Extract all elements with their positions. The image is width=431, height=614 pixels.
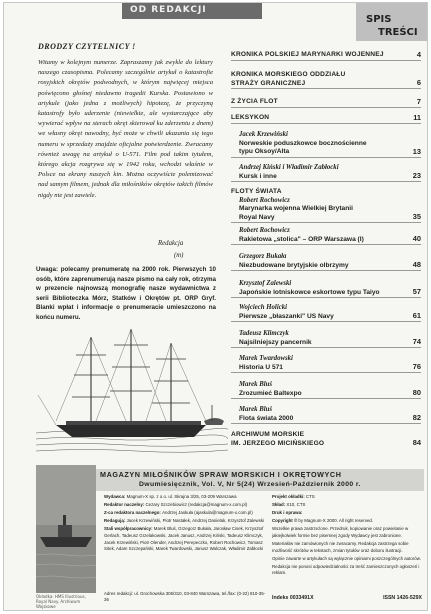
- imprint-label: Druk i oprawa:: [272, 510, 303, 516]
- imprint-item: [272, 541, 422, 554]
- toc-section: ARCHIWUM MORSKIE: [231, 431, 305, 438]
- imprint-right-column: [272, 494, 422, 579]
- toc-entry: [231, 381, 421, 399]
- toc-section: STRAŻY GRANICZNEJ: [231, 79, 306, 87]
- toc-entry: [231, 227, 421, 245]
- imprint-item: [104, 526, 268, 552]
- imprint-label: Z-ca redaktora naczelnego:: [104, 510, 163, 516]
- imprint-item: [272, 494, 422, 501]
- cover-caption: Okładka: HMS Illustrious, Royal Navy. Archiwum Wojskowe: [36, 594, 86, 609]
- subscription-notice: Uwaga: polecamy prenumeratę na 2000 rok. Pierwszych 10 osób, które zaprenumerują nasze pismo na cały rok, otrzyma w prezencie najnowszą monografię nasze wydawnictwa z serii Biblioteczka Mórz, Statków i Okrętów pt. ORP Gryf. Blanki wpłat i informacje o prenumeracie umieszczono na końcu numeru.: [36, 266, 216, 321]
- editorial-header-tab: [122, 3, 262, 19]
- imprint-text: X10, CTS: [286, 502, 306, 508]
- imprint-item: [104, 518, 268, 525]
- toc-page-number: 6: [416, 78, 421, 88]
- toc-page-number: 48: [412, 260, 421, 270]
- toc-page-number: 61: [412, 311, 421, 321]
- toc-entry: [231, 431, 421, 448]
- toc-author: Marek Bluś: [239, 381, 273, 388]
- toc-page-number: 76: [412, 362, 421, 372]
- imprint-label: Skład:: [272, 502, 287, 508]
- toc-title: Marynarka wojenna Wielkiej Brytanii: [239, 205, 353, 213]
- imprint-item: [272, 510, 422, 517]
- toc-entry: [231, 164, 421, 182]
- toc-entry: [231, 51, 421, 61]
- toc-page-number: 57: [412, 287, 421, 297]
- toc-entry: [231, 330, 421, 348]
- toc-page-number: 84: [412, 438, 421, 448]
- index-number: Indeks 0033491X: [272, 595, 314, 601]
- toc-title: Historia U 571: [239, 363, 283, 371]
- imprint-label: Copyright ©: [272, 518, 299, 524]
- toc-section: LEKSYKON: [231, 114, 270, 121]
- imprint-label: Projekt okładki:: [272, 494, 306, 499]
- toc-page-number: 7: [416, 96, 421, 106]
- imprint-label: Stali współpracownicy:: [104, 526, 154, 532]
- imprint-text: by Magnum-X 2000. All right reserved.: [298, 518, 374, 524]
- imprint-label: Wydawca:: [104, 494, 127, 499]
- toc-author: Wojciech Holicki: [239, 304, 288, 311]
- imprint-label: Redaktor naczelny:: [104, 502, 146, 508]
- imprint-text: Opinie zawarte w artykułach są wyłącznie opiniami poszczególnych autorów.: [272, 555, 421, 561]
- masthead-subtitle: Dwumiesięcznik, Vol. V, Nr 5(24) Wrzesień-Październik 2000 r.: [139, 481, 361, 488]
- editorial-address: Adres redakcji: ul. Grochowska 306/310, 03-840 Warszawa, tel./fax: (0-22) 810-35-36: [104, 591, 266, 603]
- toc-page-number: 11: [413, 112, 421, 122]
- toc-section: KRONIKA POLSKIEJ MARYNARKI WOJENNEJ: [231, 51, 384, 58]
- toc-entry: [231, 355, 421, 373]
- cover-thumbnail: [36, 465, 96, 593]
- toc-page-number: 40: [412, 234, 421, 244]
- editorial-header-label: OD REDAKCJI: [130, 5, 207, 15]
- toc-author: Andrzej Kiński i Władimir Zabłocki: [239, 164, 339, 171]
- toc-title: Norweskie poduszkowce bocznościenne: [239, 139, 367, 147]
- imprint-item: [272, 564, 422, 577]
- toc-section: IM. JERZEGO MICIŃSKIEGO: [231, 439, 325, 447]
- toc-title: Royal Navy: [239, 213, 275, 221]
- toc-entry: [231, 114, 421, 124]
- toc-page-number: 13: [412, 146, 421, 156]
- imprint-text: Materiałów nie zamówionych nie zwracamy. Redakcja zastrzega sobie możliwość skrótów w tekstach, zmian tytułów oraz doboru ilustracji.: [272, 541, 409, 553]
- imprint-item: [272, 502, 422, 509]
- toc-author: Marek Bluś: [239, 406, 273, 413]
- editorial-signature: Redakcja: [158, 240, 184, 247]
- editorial-signature-initial: (m): [174, 252, 184, 259]
- toc-title: Zrozumieć Baltexpo: [239, 389, 302, 397]
- toc-title: Flota świata 2000: [239, 414, 294, 422]
- toc-page-number: 23: [412, 171, 421, 181]
- index-issn-line: [272, 595, 422, 601]
- toc-title: typu Oksoy/Alta: [239, 148, 290, 156]
- contents-header-tab: [356, 3, 428, 41]
- toc-page-number: 80: [412, 388, 421, 398]
- toc-title: Niezbudowane brytyjskie olbrzymy: [239, 261, 349, 269]
- toc-title: Rakietowa „stolica" – ORP Warszawa (I): [239, 235, 364, 243]
- imprint-item: [272, 518, 422, 525]
- toc-page-number: 74: [412, 337, 421, 347]
- toc-title: Pierwsze „błaszanki" US Navy: [239, 312, 334, 320]
- toc-entry: [231, 188, 421, 223]
- toc-entry: [231, 71, 421, 89]
- editorial-title: DRODZY CZYTELNICY !: [38, 42, 136, 51]
- imprint-text: Marek Bluś, Grzegorz Bukała, Jarosław Cisek, Krzysztof Gerlach, Tadeusz Grzelakowski, Jacek Janusz, Andrzej Kiński, Tadeusz Klimczyk, Jacek Krzewiński, Piotr Olender, Andrzej Perepeczko, Robert Rochowicz, Tomasz Sitek, Adam Szczepański, Marek Twardowski, Janusz Walczak, Władimir Zabłocki: [104, 526, 264, 552]
- toc-entry: [231, 280, 421, 298]
- imprint-text: Redakcja nie ponosi odpowiedzialności za treść zamieszczonych ogłoszeń i reklam.: [272, 563, 420, 576]
- toc-entry: [231, 406, 421, 424]
- issn-number: ISSN 1426-529X: [383, 595, 422, 601]
- imprint-text: Wszelkie prawa zastrzeżone. Przedruk, kopiowanie oraz powielanie w jakiejkolwiek formie bez pisemnej zgody Wydawcy jest zabronione.: [272, 526, 409, 538]
- imprint-item: [272, 526, 422, 539]
- imprint-item: [104, 494, 268, 501]
- editorial-body: Witamy w kolejnym numerze. Zapraszamy jak zwykle do lektury naszego czasopisma. Polecamy szczególnie artykuł o katastrofie rosyjskich okrętów podwodnych, w którym najwięcej miejsca poświęcono głośnej niedawno tragedii Kurska. Postawiono w artykule (jako jedna z możliwych) hipotezę, że przyczyną katastrofy było uderzenie (niewielkie, ale wystarczające aby wywierać wpływ na sterach okręt skierował ku zderzeniu z dnem) we własny okręt nawodny, być może w chwili ukazania się tego numeru w sprzedaży znajdzie oficjalne potwierdzenie. Zwracamy również uwagę na artykuł o U-571. Film pod takim tytułem, którego akcja rozgrywa się w 1942 roku, wchodzi właśnie w Polsce na ekrany naszych kin. Można oczywiście polemizować nad samym filmem, jednak dla miłośników okrętów takich filmów nigdy nie jest zawiele.: [38, 59, 213, 199]
- toc-page-number: 35: [412, 212, 421, 222]
- imprint-text: Jacek Krzewiński, Piotr Nastałek, Andrzej Danielak, Krzysztof Zalewski: [126, 518, 265, 524]
- toc-author: Marek Twardowski: [239, 355, 293, 362]
- imprint-text: Andrzej Jaskuła (ajaskula@magnum-x.com.pl): [162, 510, 253, 516]
- imprint-label: Redagują:: [104, 518, 127, 524]
- toc-title: Najsilniejszy pancernik: [239, 338, 312, 346]
- toc-author: Jacek Krzewiński: [239, 131, 288, 138]
- toc-entry: [231, 98, 421, 108]
- imprint-text: Magnum-X sp. z o.o. ul. Skrajna 3/25, 03-209 Warszawa: [126, 494, 237, 499]
- toc-author: Robert Rochowicz: [239, 196, 290, 204]
- imprint-item: [104, 502, 268, 509]
- contents-header-label-2: TREŚCI: [378, 27, 418, 38]
- toc-author: Tadeusz Klimczyk: [239, 330, 289, 337]
- toc-page-number: 4: [416, 49, 421, 59]
- imprint-text: Cezary Szczebiowicz (redakcja@magnum-x.com.pl): [145, 502, 248, 508]
- contents-header-label-1: SPIS: [366, 14, 392, 25]
- imprint-text: CTS: [305, 494, 315, 499]
- toc-section: KRONIKA MORSKIEGO ODDZIAŁU: [231, 71, 346, 78]
- toc-entry: [231, 304, 421, 322]
- toc-author: Krzysztof Zalewski: [239, 280, 292, 287]
- toc-author: Robert Rochowicz: [239, 227, 290, 234]
- toc-section: FLOTY ŚWIATA: [231, 188, 282, 195]
- toc-entry: [231, 253, 421, 271]
- imprint-item: [104, 510, 268, 517]
- toc-title: Japońskie lotniskowce eskortowe typu Taiyo: [239, 288, 380, 296]
- sailing-ship-illustration: [36, 325, 228, 455]
- masthead-title: MAGAZYN MIŁOŚNIKÓW SPRAW MORSKICH I OKRĘTOWYCH: [100, 470, 342, 479]
- toc-page-number: 82: [412, 413, 421, 423]
- magazine-page: [3, 2, 428, 611]
- imprint-left-column: [104, 494, 268, 554]
- imprint-item: [272, 556, 422, 563]
- toc-entry: [231, 131, 421, 158]
- toc-title: Kursk i inne: [239, 172, 277, 180]
- toc-section: Z ŻYCIA FLOT: [231, 98, 278, 105]
- toc-author: Grzegorz Bukała: [239, 253, 287, 260]
